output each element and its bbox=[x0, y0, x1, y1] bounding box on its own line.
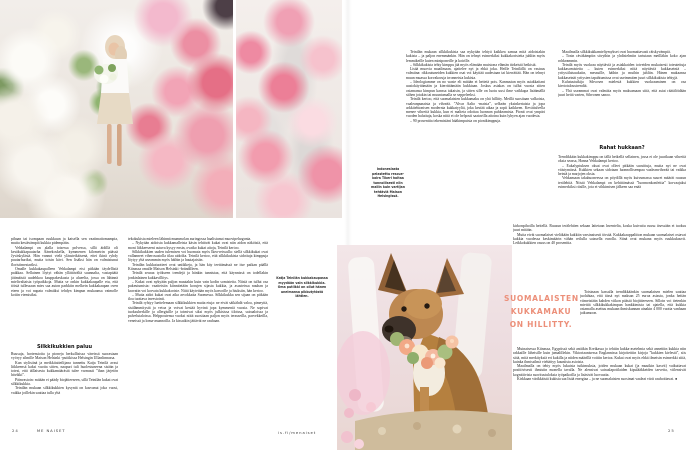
left-column1-bottom bbox=[11, 352, 118, 432]
paragraph: – Mutta aidot kukat ovat aika arvokkaita Suomessa. Silkkikukka sen sijaan on pitkään iloa tuottava investointi. bbox=[128, 292, 268, 302]
right-column2-upper bbox=[558, 50, 686, 143]
florist-woman-illustration bbox=[0, 0, 233, 218]
right-column2-lower bbox=[558, 155, 686, 223]
paragraph: Maailmalla silkkikukkamieltymykset ovat huomattavasti räiskyvämpiä. bbox=[562, 50, 671, 54]
paragraph: – 90 prosenttia tekemistäni hääkimpuista on pionikimppuja. bbox=[410, 118, 502, 123]
paragraph: – Ideologiamme on no waste eli mitään ei heitetä pois. Kannustan myös asiakkaitani uusiokäyttämään ja kierrättämään kukkiaan. Joskus asiakas on tullut vuosia sitten ostamansa kimpun kanssa takaisin, ja sitten sille on luotu uusi ilme vaikkapa lisäämällä siihen jotakin tai muuntamalla se seppeleeksi. bbox=[406, 80, 545, 97]
page-number-right: 25 bbox=[668, 428, 675, 433]
dog-illustration bbox=[337, 245, 512, 450]
paragraph: Teinilän mukaan silkkikukista saa nykyään tehtyä kaikkea samaa mitä aidoistakin kukista – ja paljon enemmänkin. Hän on tehnyt esimerkiksi kukkakoristeita juhliin myös lemmikeille kuten miniponeille ja koirille. bbox=[406, 50, 545, 63]
paragraph: – Kukat ovat nykyään paljon muutakin kuin vain kodin somisteita. Niistä on tullut osa pukeutumista: vaatteisiin kiinnitetään korujen sijasta kukkia, ja asusteissa nauhan ja kravatin voi korvata kukkakoriste. Niitä käytetään myös kasvoille ja hiuksiin, hän kertoo. bbox=[128, 279, 268, 293]
paragraph: Kulutustutkija Sihvosen mielestä kukkien vuokraaminen on osa kiertotaloustrendiä. bbox=[558, 80, 686, 89]
bottom-text-block-c bbox=[513, 347, 686, 424]
right-column1 bbox=[406, 50, 545, 218]
paragraph: – Yhä useammat ovat valmiita myös maksamaan siitä, että asiat räätälöidään juuri heitä varten, Sihvonen sanoo. bbox=[558, 88, 686, 97]
pull-quote-line: SUOMALAISTEN bbox=[504, 294, 579, 303]
paragraph: – Nykyään aidoista kukkamalleista käsin tehtävät kukat ovat niin aidon näköisiä, että moni liikkeeseeni astuva kysyy ensin, ovatko kukat aitoja, Teinilä kertoo. bbox=[128, 241, 268, 250]
caption-katja-teinila: Katja Teinilän kukkakaupassa myydään vain silkkikukkia. Oma putiikki on ollut hänen unelmansa pikkutytöstä lähtien. bbox=[276, 276, 328, 298]
paragraph: Ruusuja, hortensioita ja pioneja herkullisissa väreissä suorastaan vyöryy silmille Maison Helsinki -putiikissa Helsingin Ullanlinnassa. bbox=[11, 352, 118, 361]
flower-shop-photo bbox=[0, 0, 233, 218]
paragraph: – Silkkikukista tehty kimppu jää myös elämään muistona elämän tärkeistä hetkistä. bbox=[410, 62, 537, 67]
paragraph: Päinvastoin: mitään ei päädy biojätteeseen, sillä Teinilän kukat ovat silkkikukkia. bbox=[11, 377, 118, 387]
paragraph: Teinilä myös vuokraa näyttäviä ja asiakkaiden toiveiden mukaisesti toteutettuja kukkasomisteita – kuten esimerkiksi niitä näyttäviä kukkaseiniä – yritystilaisuuksiin, messuille, häihin ja muihin juhliin. Hänen mukaansa kukkaseinät yritysten tapahtumissa ovat useimmiten juuri silkkikukista tehtyjä. bbox=[558, 62, 686, 80]
paragraph: tekokukista mieleen lähinnä mummolan auringossa haalistunut muovipelargonia. bbox=[128, 237, 252, 241]
pull-quote-line: KUKKAMAKU bbox=[510, 307, 572, 316]
left-column1-top bbox=[11, 237, 118, 343]
paragraph: Teinilän kukkatuotteet ovat uniikkeja, ja hän käy teettämässä ne itse paikan päällä Kiinassa omalle Maison Helsinki -brändilleen. bbox=[128, 262, 268, 272]
section-heading-rahat-hukkaan: Rahat hukkaan? bbox=[599, 145, 645, 151]
magazine-brand: ME NAISET bbox=[36, 428, 66, 433]
page-number-left: 24 bbox=[12, 428, 19, 433]
paragraph: Maailmalla on tehty myös lukuisia tutkimuksia, joiden mukaan kukat (ja muutkin kasvit) vaikuttavat positiivisesti ihmisiin monella tavalla. Ne alensivat sairaalapotilaiden kipulääkkeiden tarvetta, viilensivät kognitiivisia suoritustuloksia työpaikoilla ja lisäsivät luovuutta. bbox=[513, 364, 686, 377]
paragraph: Silkkikukkien uuden tulemisen voi huomata myös Ikea-reissulla: siellä silkkikukat ovat vallanneet viherosastolla tilaa aidoilta. Teinilä kertoo, että silkkikukista sidottuja kimppuja löytyy yhä useammin myös häihin ja hautajaisiin. bbox=[128, 249, 268, 263]
paragraph: Teinilä kertoo, että suomalaisten kukkamaku on yhä hillitty. Meillä suositaan valkoista, vaaleanpunaista ja vihreää. ”Alvar Aalto -maista”, selkeän yksinkertaista ja jopa arkkitehtonisen modernia kukkatyyliä, joka kestää aikaa ja sopii kaikkeen. Kevättalvella menee vihreitä kukkia, kun ei malteta odottaa luonnon puhkeamista. Pionit ovat ympäri vuoden haluttuja, koska niitä ei ole helposti saatavilla aitoina kuin lyhyen ajan vuodesta. bbox=[406, 97, 545, 119]
paragraph: Mutta eivät suomalaiset vieläkään kukkiin varsinaisesti törsää. Kukkakauppaliiton mukaan suomalaiset ostavat kukkia vuodessa keskimäärin vähän reilulla satasella eurolla. Siinä ovat mukana myös ruukkukasvit. Leikkokukkien osuus on 40 prosenttia. bbox=[513, 232, 686, 246]
paragraph: Vehkalampi on alalla toisessa polvessa, sillä äidillä oli kesäkukkapuutarha Äänekoskella, kymmenen kilometrin päässä Jyväskylästä. Hän vannoi vielä yläasteikäisenä, ettei ikinä ryhdy puutarhuriksi, mutta toisin kävi. Sen lisäksi hän on valmistunut floristimestariksi. bbox=[11, 245, 118, 267]
paragraph: Teinilä seuraa työkseen trendejä ja hänkin tunnistaa, että käynnissä on todellakin jonkinlainen kukkavillitys. bbox=[128, 271, 268, 280]
paragraph: kirkonpihoilla heitellä. Ruusun terälehtien sekaan laitetaan laventelia, koska kuivattu ruusu itsessään ei tuoksu juuri mitään. bbox=[513, 224, 686, 233]
dog-photo bbox=[337, 245, 512, 450]
paragraph: Vehkamaan takahuoneessa on pöydillä myös kuivumassa suuret määrät ruusun terälehtiä. Niistä Vehkalampi on kehittämässä ”luonnonkonfettia” korvaajaksi esimerkiksi riisille, jota ei vihkimisen jälkeen saa enää bbox=[558, 176, 686, 190]
caption-tikeri-dog: Indonesiasta pelastettu rescue-koira Tikeri hoitaa tunnollisesti niin mallin kuin vartijan tehtäviä Maison Helsingissä. bbox=[371, 167, 405, 198]
pull-quote bbox=[504, 292, 578, 331]
paragraph: – Eukalyptuksen oksat ovat olleet pitkään suosittuja, mutta nyt ne ovat väistymässä. Kukkien sekaan sidotaan luonnollisempaa vaaleanvihreää tai vaikka heiniä ja marjojen oksia. bbox=[558, 163, 686, 177]
pull-quote-line: ON HILLITTY. bbox=[509, 320, 573, 329]
paragraph: pihaan tai isompaan ruukkuun ja katsella sen vaatimattomampia, mutta kestävämpiä kukkia pidempään. bbox=[11, 237, 118, 246]
paragraph: Lisää muovia maailmaan, ajattelee nyt ja ehkä joku. Heille Teinilällä on vastaus valmiina: rikkoutuneiden kukkien osat voi käyttää uudestaan tai kierrättää. Hän on tehnyt muun muassa korvakoruja irronneista kukista. bbox=[406, 67, 545, 80]
bottom-text-block-a bbox=[513, 224, 686, 289]
paragraph: Toisinaan kassalla trendikkäänkin suomalaisen mielen saattaa juolahtaa, että tässä nyt maksan 25 euroa asiasta, jonka heitän viimeistään kahden viikon päästä biojätteeseen. Silloin voi tietenkin miettiä silkkikukkakimpun hankkimista tai ajatella, että kukkia ostamalla asettuu mukaan ihmiskunnan ainakin 4 000 vuotta vanhaan jatkumoon. bbox=[580, 290, 686, 316]
left-page-footer bbox=[12, 428, 66, 433]
paragraph: Omalle kukkakaupalleen Vehkalampi etsi pitkään täydellistä paikkaa. Sellainen löytyi vähän yllättävältä suunnalta, vastapäätä jätimäistä uudehkoa kauppakeskusta ja alueelta, jossa on lähinnä mielivaltaisia työpaikkoja. Mutta se onkin kukkakaupalle etu, että töistä tullessaan mies saa auton parkkiin melkein kukkakaupan oven eteen ja voi napata valmiiksi tehdyn kimpun mukaansa vaimolle kotiin viemisiksi. bbox=[11, 267, 118, 297]
paragraph: Kun stylistinä ja meikkitaiteilijana tunnettu Katja Teinilä avasi liikkeensä kaksi vuotta sitten, naapuri tuli huolestuneena sisään ja totesi, että tällaisesta kukkamäärästä tulee varmasti ”ihan järjetön hävikki”. bbox=[11, 360, 118, 378]
paragraph: Muinaisessa Kiinassa, Egyptissä sekä antiikin Kreikassa jo tehtiin kukka-asetelmia sekä annettiin kukkia niin rakkaille läheisille kuin jumalillekin. Viktoriaanisessa Englannissa kirjoitettiin kirjoja ”kukkien kielestä”, siis siitä, mitä merkityksiä eri kukilla ja niiden määrillä voitiin kertoa. Kukat ovat myös ehkä ilmeisin esimerkki siitä, kuinka ihmissilmä viehättyy kauniista asioista. bbox=[513, 347, 686, 364]
paragraph: Teinilä ryhtyy luettelemaan silkkikukkien muita etuja: ne eivät säikähdä valoa, pimeyttä, sisälämmitystä ja vetoa ja voivat kestää hyvinä jopa kymmeniä vuosia. Ne sopivat tuoksuherkille ja allergisille ja toimivat siksi myös julkisissa tiloissa, sairaaloissa ja palvelutaloissa. Helppoutensa vuoksi niitä suositaan paljon myös terasseilla, parvekkeilla, veneissä ja loma-asunnoilla. Ja kissatkin jättävät ne rauhaan. bbox=[128, 301, 268, 323]
rose-boxes-photo bbox=[236, 0, 342, 218]
paragraph: Teinilän mukaan silkkikukkien kysyntä on kasvanut joka vuosi, vaikka joillekin saattaa tulla yhä bbox=[11, 386, 118, 395]
paragraph: Kirkkaan värikkäistä kukista saa lisää energiaa – ja ne suomalaisten suosimat vaaleat värit rauhoittavat. ● bbox=[517, 377, 678, 382]
site-footer: is.fi/menaiset bbox=[278, 430, 317, 435]
bottom-text-block-b bbox=[580, 290, 686, 345]
section-heading-silkkikukkien-paluu: Silkkikukkien paluu bbox=[36, 344, 93, 350]
left-column2 bbox=[128, 237, 268, 427]
paragraph: Trendikkäin kukkakimppu on tällä hetkellä sellainen, jossa ei ole juurikaan vihreitä oksia seassa, Hanna Vehkalampi kertoo. bbox=[558, 155, 686, 164]
paragraph: – Tosin räväkämpiin sävyihin ja yhdistelmiin tartutaan meilläkin koko ajan rohkeammin. bbox=[558, 54, 686, 63]
